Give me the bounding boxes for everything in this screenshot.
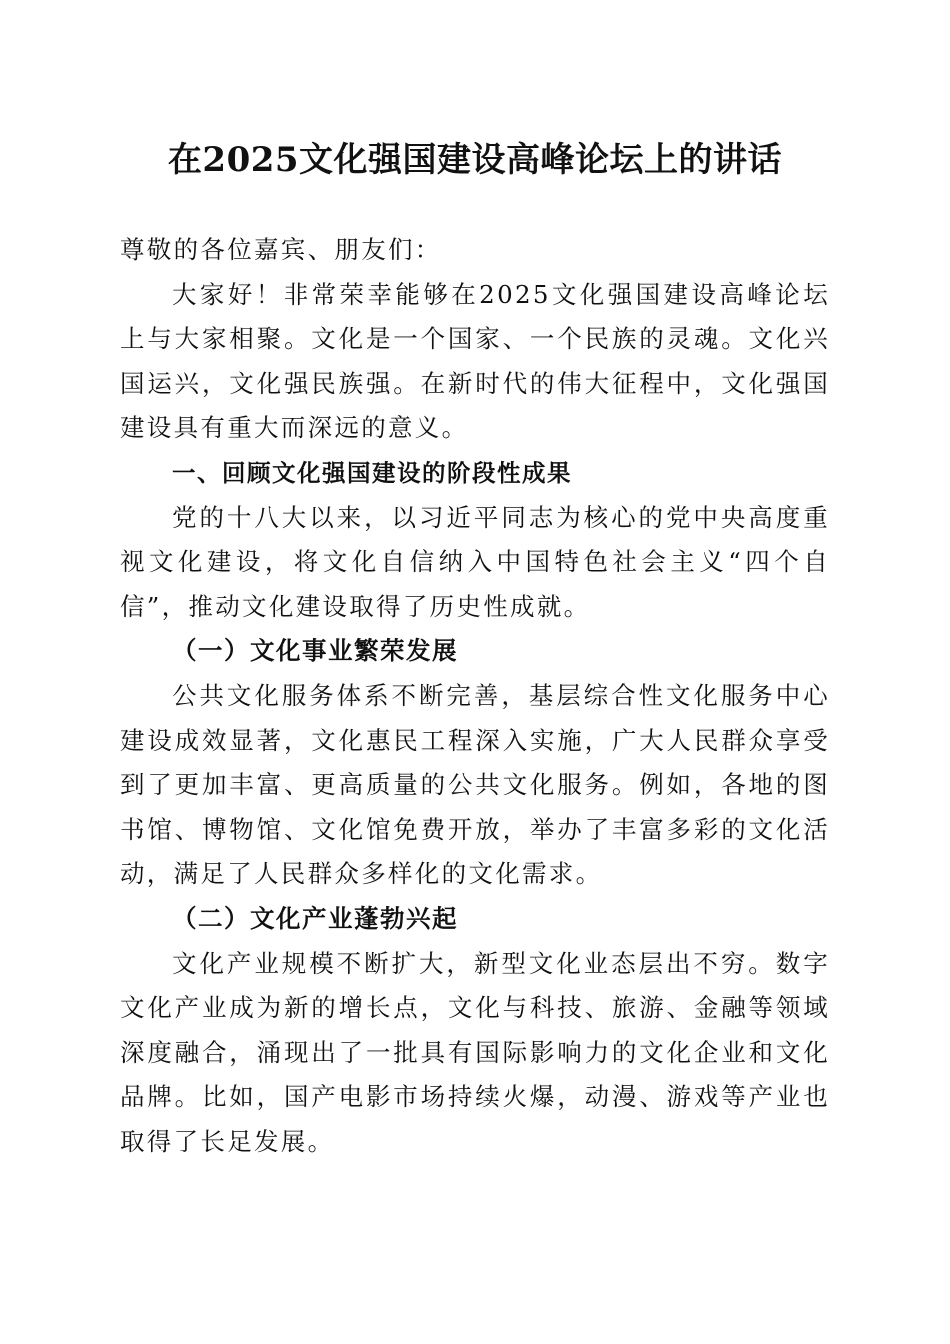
document-title: 在2025文化强国建设高峰论坛上的讲话 [167, 140, 783, 180]
opening-paragraph: 大家好！非常荣幸能够在2025文化强国建设高峰论坛上与大家相聚。文化是一个国家、一个民族的灵魂。文化兴国运兴，文化强民族强。在新时代的伟大征程中，文化强国建设具有重大而深远的意义。 [120, 279, 830, 443]
section-heading-1: 一、回顾文化强国建设的阶段性成果 [172, 458, 572, 487]
section1-intro-paragraph: 党的十八大以来，以习近平同志为核心的党中央高度重视文化建设，将文化自信纳入中国特色社会主义“四个自信”，推动文化建设取得了历史性成就。 [120, 502, 830, 621]
subsection-heading-1: （一）文化事业繁荣发展 [172, 636, 458, 666]
salutation: 尊敬的各位嘉宾、朋友们： [120, 235, 442, 264]
document-body [120, 228, 830, 1164]
subsection-heading-2: （二）文化产业蓬勃兴起 [172, 903, 458, 933]
subsection2-paragraph: 文化产业规模不断扩大，新型文化业态层出不穷。数字文化产业成为新的增长点，文化与科技、旅游、金融等领域深度融合，涌现出了一批具有国际影响力的文化企业和文化品牌。比如，国产电影市场持续火爆，动漫、游戏等产业也取得了长足发展。 [120, 948, 830, 1156]
subsection1-paragraph: 公共文化服务体系不断完善，基层综合性文化服务中心建设成效显著，文化惠民工程深入实施，广大人民群众享受到了更加丰富、更高质量的公共文化服务。例如，各地的图书馆、博物馆、文化馆免费开放，举办了丰富多彩的文化活动，满足了人民群众多样化的文化需求。 [120, 680, 830, 889]
